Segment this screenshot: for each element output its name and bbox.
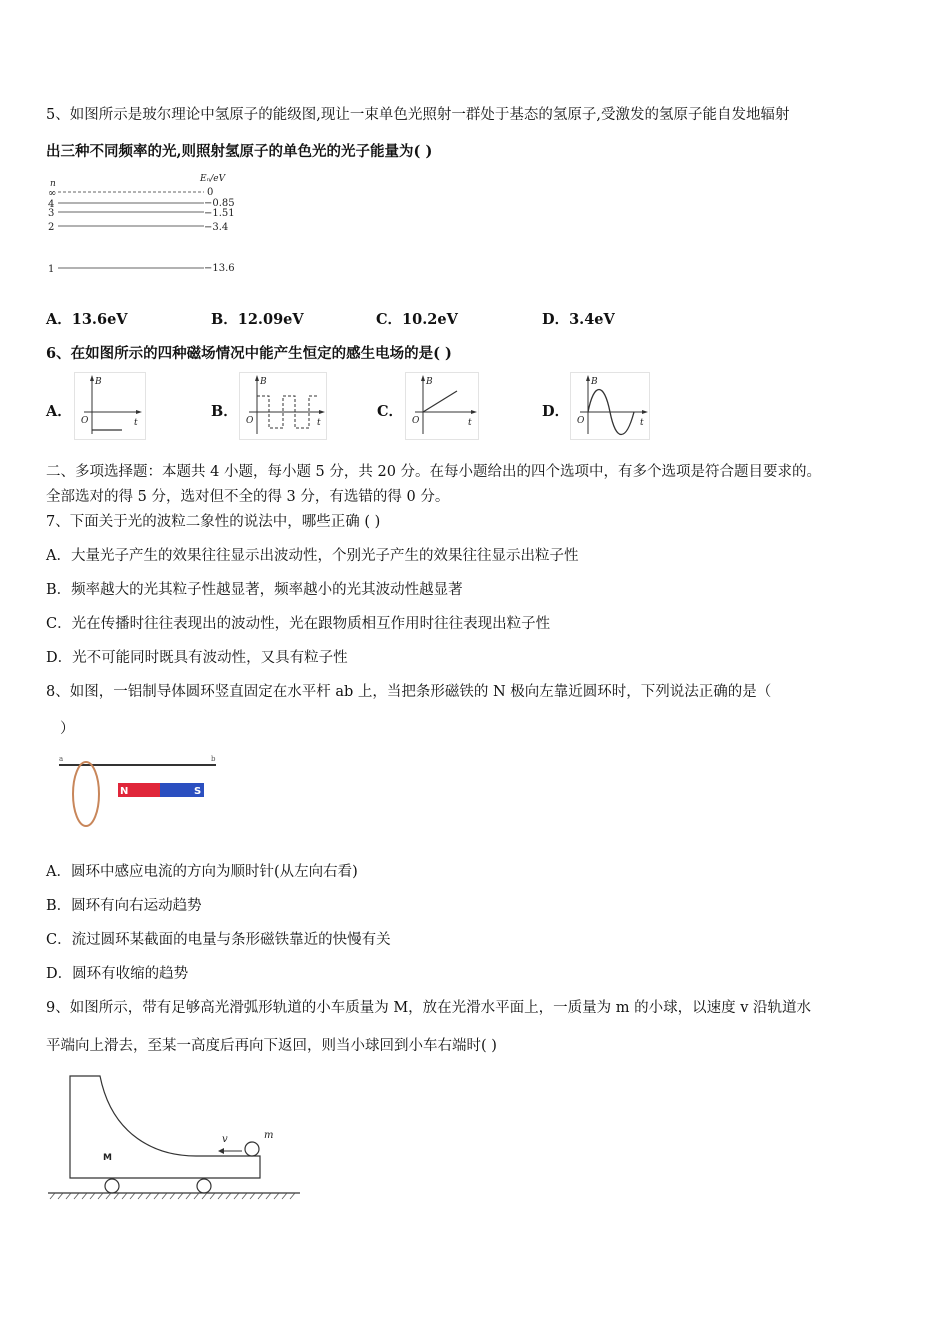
q6-option-b-label: B． <box>211 403 238 420</box>
graph-sine-b <box>570 372 650 440</box>
q6-option-a-label: A． <box>46 403 72 420</box>
svg-text:t: t <box>468 418 472 428</box>
svg-text:t: t <box>317 418 321 428</box>
level-energy-4: −0.85 <box>204 198 235 209</box>
graph-constant-b <box>74 372 146 440</box>
ring-magnet-diagram <box>56 752 222 828</box>
svg-text:O: O <box>577 416 585 426</box>
magnet-s-label: S <box>194 786 202 797</box>
q8-option-b[interactable]: B．圆环有向右运动趋势 <box>46 898 202 914</box>
level-n-3: 3 <box>48 208 55 219</box>
q5-options <box>46 308 926 332</box>
graph-square-wave-b <box>239 372 327 440</box>
level-energy-1: −13.6 <box>204 263 235 274</box>
graph-linear-b <box>405 372 479 440</box>
section2-line1: 二、多项选择题：本题共 4 小题，每小题 5 分，共 20 分。在每小题给出的四个选项中，有多个选项是符合题目要求的。 <box>46 464 822 480</box>
q7-option-c[interactable]: C．光在传播时往往表现出的波动性，光在跟物质相互作用时往往表现出粒子性 <box>46 616 551 632</box>
q6-option-a[interactable] <box>46 372 156 442</box>
energy-level-diagram <box>46 170 246 282</box>
aluminum-ring <box>73 762 99 826</box>
level-n-4: 4 <box>48 199 55 210</box>
level-energy-inf: 0 <box>207 187 214 198</box>
svg-text:O: O <box>246 416 254 426</box>
q6-stem: 6、在如图所示的四种磁场情况中能产生恒定的感生电场的是( ) <box>46 345 452 362</box>
level-n-1: 1 <box>48 264 55 275</box>
q6-option-d-label: D． <box>542 403 570 420</box>
rod-end-b: b <box>211 755 216 763</box>
q6-option-c[interactable] <box>377 372 487 442</box>
q8-stem-line1: 8、如图，一铝制导体圆环竖直固定在水平杆 ab 上，当把条形磁铁的 N 极向左靠近圆环时，下列说法正确的是（ <box>46 684 772 700</box>
svg-text:O: O <box>412 416 420 426</box>
q7-option-d[interactable]: D．光不可能同时既具有波动性，又具有粒子性 <box>46 650 348 666</box>
ground-hatching <box>50 1193 295 1199</box>
q5-option-a[interactable]: A．13.6eV <box>46 311 128 328</box>
svg-text:B: B <box>95 377 102 387</box>
q5-option-c[interactable]: C．10.2eV <box>376 311 458 328</box>
svg-text:B: B <box>260 377 267 387</box>
q5-stem-line2: 出三种不同频率的光,则照射氢原子的单色光的光子能量为( ) <box>46 143 433 160</box>
cart-body <box>70 1076 260 1178</box>
energy-axis-label: Eₙ/eV <box>200 174 226 184</box>
level-n-2: 2 <box>48 222 55 233</box>
level-n-inf: ∞ <box>48 188 57 199</box>
q7-option-b[interactable]: B．频率越大的光其粒子性越显著，频率越小的光其波动性越显著 <box>46 582 463 598</box>
q7-option-a[interactable]: A．大量光子产生的效果往往显示出波动性，个别光子产生的效果往往显示出粒子性 <box>46 548 579 564</box>
q5-stem-line1: 5、如图所示是玻尔理论中氢原子的能级图,现让一束单色光照射一群处于基态的氢原子,受激发的氢原子能自发地辐射 <box>46 107 790 123</box>
svg-text:B: B <box>591 377 598 387</box>
q6-option-c-label: C． <box>377 403 404 420</box>
svg-text:t: t <box>134 418 138 428</box>
level-energy-2: −3.4 <box>204 222 229 233</box>
cart-mass-label: M <box>103 1153 112 1163</box>
q8-stem-line2: ） <box>60 721 75 737</box>
q7-stem: 7、下面关于光的波粒二象性的说法中，哪些正确 ( ) <box>46 514 381 530</box>
wheel-right <box>197 1179 211 1193</box>
q8-option-d[interactable]: D．圆环有收缩的趋势 <box>46 966 189 982</box>
ball-mass-label: m <box>264 1130 274 1141</box>
svg-text:O: O <box>81 416 89 426</box>
ball <box>245 1142 259 1156</box>
q8-option-a[interactable]: A．圆环中感应电流的方向为顺时针(从左向右看) <box>46 864 358 880</box>
q5-option-d[interactable]: D．3.4eV <box>542 311 615 328</box>
velocity-label: v <box>222 1134 228 1145</box>
section2-line2: 全部选对的得 5 分，选对但不全的得 3 分，有选错的得 0 分。 <box>46 489 450 505</box>
svg-text:B: B <box>426 377 433 387</box>
q6-option-b[interactable] <box>211 372 331 442</box>
svg-text:t: t <box>640 418 644 428</box>
q6-option-d[interactable] <box>542 372 662 442</box>
q9-stem-line2: 平端向上滑去，至某一高度后再向下返回，则当小球回到小车右端时( ) <box>46 1038 497 1054</box>
wheel-left <box>105 1179 119 1193</box>
rod-end-a: a <box>59 755 64 763</box>
q8-option-c[interactable]: C．流过圆环某截面的电量与条形磁铁靠近的快慢有关 <box>46 932 391 948</box>
q5-option-b[interactable]: B．12.09eV <box>211 311 304 328</box>
level-energy-3: −1.51 <box>204 208 235 219</box>
n-label: n <box>50 179 56 189</box>
q9-stem-line1: 9、如图所示，带有足够高光滑弧形轨道的小车质量为 M，放在光滑水平面上，一质量为 m 的小球，以速度 v 沿轨道水 <box>46 1000 812 1016</box>
cart-track-diagram <box>46 1066 306 1202</box>
magnet-n-label: N <box>120 786 129 797</box>
